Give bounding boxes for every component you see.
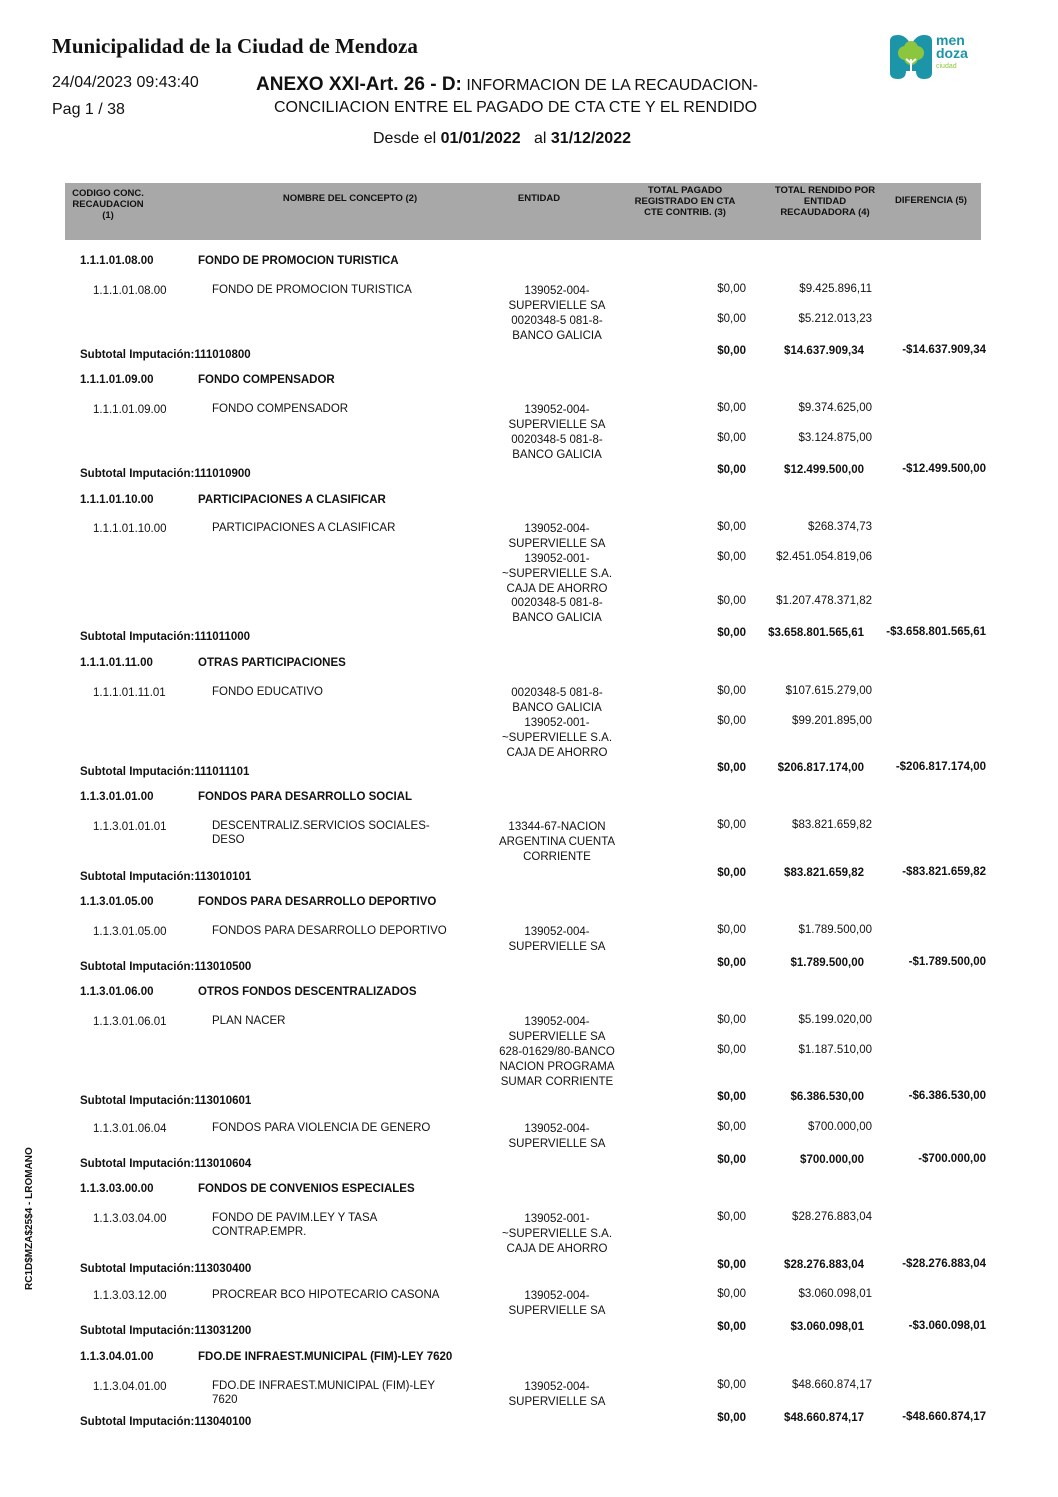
group-code: 1.1.3.04.01.00 (80, 1351, 154, 1363)
mendoza-logo (888, 33, 984, 81)
group-name: PARTICIPACIONES A CLASIFICAR (198, 494, 386, 506)
entity-name: 13344-67-NACION ARGENTINA CUENTA CORRIENTE (498, 821, 616, 863)
total-pagado: $0,00 (717, 551, 746, 563)
total-pagado: $0,00 (717, 402, 746, 414)
group-code: 1.1.3.03.00.00 (80, 1183, 154, 1195)
total-rendido: $3.060.098,01 (798, 1288, 872, 1300)
concept-code: 1.1.3.04.01.00 (93, 1381, 167, 1393)
subtotal-diferencia: -$1.789.500,00 (908, 956, 986, 968)
total-pagado: $0,00 (717, 313, 746, 325)
subtotal-diferencia: -$83.821.659,82 (902, 866, 986, 878)
range-prefix: Desde el (373, 130, 441, 147)
subtotal-label: Subtotal Imputación:113010604 (80, 1158, 252, 1170)
subtotal-rendido: $700.000,00 (800, 1154, 864, 1166)
total-pagado: $0,00 (717, 924, 746, 936)
entity-name: 139052-001- ~SUPERVIELLE S.A. CAJA DE AHORRO (501, 1213, 613, 1255)
logo-text: men doza (936, 32, 968, 61)
concept-code: 1.1.3.01.06.04 (93, 1123, 167, 1135)
subtotal-label: Subtotal Imputación:113010500 (80, 961, 252, 973)
total-rendido: $1.207.478.371,82 (776, 595, 872, 607)
total-rendido: $3.124.875,00 (798, 432, 872, 444)
subtotal-label: Subtotal Imputación:111010800 (80, 349, 251, 361)
col-nombre: NOMBRE DEL CONCEPTO (2) (282, 193, 418, 204)
subtotal-pagado: $0,00 (717, 957, 746, 969)
total-rendido: $2.451.054.819,06 (776, 551, 872, 563)
group-code: 1.1.1.01.08.00 (80, 255, 154, 267)
total-rendido: $268.374,73 (808, 521, 872, 533)
subtotal-rendido: $6.386.530,00 (790, 1091, 864, 1103)
table-header (65, 183, 981, 240)
total-rendido: $107.615.279,00 (785, 685, 872, 697)
title-bold: ANEXO XXI-Art. 26 - D: (256, 74, 462, 95)
total-rendido: $5.199.020,00 (798, 1014, 872, 1026)
total-pagado: $0,00 (717, 283, 746, 295)
subtotal-pagado: $0,00 (717, 1259, 746, 1271)
subtotal-diferencia: -$48.660.874,17 (902, 1411, 986, 1423)
subtotal-pagado: $0,00 (717, 1412, 746, 1424)
subtotal-diferencia: -$3.060.098,01 (908, 1320, 986, 1332)
concept-name: FONDOS PARA DESARROLLO DEPORTIVO (212, 925, 447, 937)
total-rendido: $99.201.895,00 (792, 715, 872, 727)
entity-name: 139052-004- SUPERVIELLE SA (508, 1381, 606, 1408)
concept-code: 1.1.1.01.11.01 (93, 687, 166, 699)
total-pagado: $0,00 (717, 595, 746, 607)
total-rendido: $1.789.500,00 (798, 924, 872, 936)
subtotal-rendido: $48.660.874,17 (784, 1412, 864, 1424)
subtotal-label: Subtotal Imputación:113030400 (80, 1263, 252, 1275)
group-name: FONDOS PARA DESARROLLO DEPORTIVO (198, 896, 437, 908)
concept-name: DESCENTRALIZ.SERVICIOS SOCIALES- DESO (212, 820, 430, 846)
group-name: OTROS FONDOS DESCENTRALIZADOS (198, 986, 417, 998)
subtotal-label: Subtotal Imputación:113010101 (80, 871, 252, 883)
report-title (256, 74, 758, 96)
concept-name: PROCREAR BCO HIPOTECARIO CASONA (212, 1289, 440, 1301)
total-pagado: $0,00 (717, 1379, 746, 1391)
concept-name: PARTICIPACIONES A CLASIFICAR (212, 522, 396, 534)
group-name: FONDO DE PROMOCION TURISTICA (198, 255, 399, 267)
total-pagado: $0,00 (717, 1121, 746, 1133)
page-number: Pag 1 / 38 (52, 101, 125, 118)
concept-code: 1.1.3.03.04.00 (93, 1213, 167, 1225)
subtotal-rendido: $3.658.801.565,61 (768, 627, 864, 639)
subtotal-label: Subtotal Imputación:111010900 (80, 468, 251, 480)
subtotal-pagado: $0,00 (717, 1321, 746, 1333)
total-pagado: $0,00 (717, 521, 746, 533)
concept-code: 1.1.3.03.12.00 (93, 1290, 167, 1302)
subtotal-diferencia: -$700.000,00 (918, 1153, 986, 1165)
entity-name: 628-01629/80-BANCO NACION PROGRAMA SUMAR CORRIENTE (499, 1046, 615, 1088)
concept-name: FONDO DE PROMOCION TURISTICA (212, 284, 412, 296)
entity-name: 139052-004- SUPERVIELLE SA (508, 1016, 606, 1043)
subtotal-diferencia: -$12.499.500,00 (902, 463, 986, 475)
entity-name: 139052-001- ~SUPERVIELLE S.A. CAJA DE AHORRO (501, 717, 613, 759)
date-range (373, 130, 631, 148)
total-pagado: $0,00 (717, 1014, 746, 1026)
group-code: 1.1.1.01.11.00 (80, 657, 153, 669)
total-pagado: $0,00 (717, 1044, 746, 1056)
group-code: 1.1.1.01.09.00 (80, 374, 154, 386)
col-total-pagado: TOTAL PAGADO REGISTRADO EN CTA CTE CONTRIB. (3) (634, 185, 736, 218)
report-timestamp: 24/04/2023 09:43:40 (52, 74, 199, 91)
total-rendido: $83.821.659,82 (792, 819, 872, 831)
concept-name: FONDOS PARA VIOLENCIA DE GENERO (212, 1122, 431, 1134)
subtotal-diferencia: -$3.658.801.565,61 (886, 626, 986, 638)
group-name: OTRAS PARTICIPACIONES (198, 657, 346, 669)
subtotal-rendido: $1.789.500,00 (790, 957, 864, 969)
subtotal-diferencia: -$14.637.909,34 (902, 344, 986, 356)
concept-name: PLAN NACER (212, 1015, 286, 1027)
entity-name: 139052-004- SUPERVIELLE SA (508, 404, 606, 431)
group-code: 1.1.3.01.06.00 (80, 986, 154, 998)
range-mid: al (520, 130, 551, 147)
subtotal-pagado: $0,00 (717, 464, 746, 476)
total-rendido: $5.212.013,23 (798, 313, 872, 325)
total-pagado: $0,00 (717, 715, 746, 727)
total-pagado: $0,00 (717, 1288, 746, 1300)
subtotal-rendido: $14.637.909,34 (784, 345, 864, 357)
group-name: FONDOS DE CONVENIOS ESPECIALES (198, 1183, 415, 1195)
subtotal-label: Subtotal Imputación:113031200 (80, 1325, 252, 1337)
subtotal-label: Subtotal Imputación:113010601 (80, 1095, 252, 1107)
entity-name: 0020348-5 081-8- BANCO GALICIA (511, 597, 603, 624)
logo-subtext: ciudad (936, 63, 957, 70)
concept-name: FONDO COMPENSADOR (212, 403, 349, 415)
total-pagado: $0,00 (717, 819, 746, 831)
total-rendido: $1.187.510,00 (798, 1044, 872, 1056)
entity-name: 139052-004- SUPERVIELLE SA (508, 523, 606, 550)
subtotal-rendido: $3.060.098,01 (790, 1321, 864, 1333)
total-rendido: $28.276.883,04 (792, 1211, 872, 1223)
range-to: 31/12/2022 (550, 130, 631, 147)
col-codigo: CODIGO CONC. RECAUDACION (1) (72, 188, 144, 221)
subtotal-pagado: $0,00 (717, 867, 746, 879)
subtotal-diferencia: -$6.386.530,00 (908, 1090, 986, 1102)
subtotal-pagado: $0,00 (717, 345, 746, 357)
concept-name: FONDO DE PAVIM.LEY Y TASA CONTRAP.EMPR. (212, 1212, 378, 1238)
concept-code: 1.1.1.01.09.00 (93, 404, 167, 416)
subtotal-pagado: $0,00 (717, 1091, 746, 1103)
entity-name: 0020348-5 081-8- BANCO GALICIA (511, 687, 603, 714)
subtotal-pagado: $0,00 (717, 762, 746, 774)
subtotal-label: Subtotal Imputación:111011000 (80, 631, 251, 643)
subtotal-rendido: $206.817.174,00 (777, 762, 864, 774)
group-code: 1.1.3.01.05.00 (80, 896, 154, 908)
range-from: 01/01/2022 (440, 130, 521, 147)
total-pagado: $0,00 (717, 1211, 746, 1223)
group-name: FDO.DE INFRAEST.MUNICIPAL (FIM)-LEY 7620 (198, 1351, 453, 1363)
total-pagado: $0,00 (717, 685, 746, 697)
organization-name: Municipalidad de la Ciudad de Mendoza (52, 34, 418, 58)
entity-name: 139052-004- SUPERVIELLE SA (508, 926, 606, 953)
subtotal-rendido: $28.276.883,04 (784, 1259, 864, 1271)
total-rendido: $48.660.874,17 (792, 1379, 872, 1391)
subtotal-diferencia: -$206.817.174,00 (895, 761, 986, 773)
logo-m-tree-icon (888, 33, 934, 79)
concept-code: 1.1.3.01.05.00 (93, 926, 167, 938)
total-rendido: $9.374.625,00 (798, 402, 872, 414)
entity-name: 139052-004- SUPERVIELLE SA (508, 1123, 606, 1150)
concept-name: FONDO EDUCATIVO (212, 686, 323, 698)
group-name: FONDO COMPENSADOR (198, 374, 335, 386)
total-rendido: $9.425.896,11 (799, 283, 872, 295)
concept-code: 1.1.3.01.06.01 (93, 1016, 167, 1028)
report-subtitle: CONCILIACION ENTRE EL PAGADO DE CTA CTE Y EL RENDIDO (274, 99, 758, 116)
concept-code: 1.1.3.01.01.01 (93, 821, 167, 833)
group-name: FONDOS PARA DESARROLLO SOCIAL (198, 791, 413, 803)
entity-name: 139052-004- SUPERVIELLE SA (508, 285, 606, 312)
total-pagado: $0,00 (717, 432, 746, 444)
entity-name: 139052-004- SUPERVIELLE SA (508, 1290, 606, 1317)
subtotal-pagado: $0,00 (717, 627, 746, 639)
concept-code: 1.1.1.01.08.00 (93, 285, 167, 297)
subtotal-rendido: $12.499.500,00 (784, 464, 864, 476)
subtotal-rendido: $83.821.659,82 (784, 867, 864, 879)
group-code: 1.1.1.01.10.00 (80, 494, 154, 506)
concept-name: FDO.DE INFRAEST.MUNICIPAL (FIM)-LEY 7620 (212, 1380, 435, 1406)
subtotal-diferencia: -$28.276.883,04 (902, 1258, 986, 1270)
col-entidad: ENTIDAD (517, 193, 561, 204)
col-diferencia: DIFERENCIA (5) (895, 195, 967, 206)
entity-name: 0020348-5 081-8- BANCO GALICIA (511, 315, 603, 342)
group-code: 1.1.3.01.01.00 (80, 791, 154, 803)
subtotal-label: Subtotal Imputación:111011101 (80, 766, 250, 778)
col-total-rendido: TOTAL RENDIDO POR ENTIDAD RECAUDADORA (4) (774, 185, 876, 218)
total-rendido: $700.000,00 (808, 1121, 872, 1133)
entity-name: 0020348-5 081-8- BANCO GALICIA (511, 434, 603, 461)
subtotal-label: Subtotal Imputación:113040100 (80, 1416, 252, 1428)
side-label: RC1D$MZA$25$4 - LROMANO (24, 1147, 35, 1290)
title-rest: INFORMACION DE LA RECAUDACION- (461, 77, 758, 94)
subtotal-pagado: $0,00 (717, 1154, 746, 1166)
entity-name: 139052-001- ~SUPERVIELLE S.A. CAJA DE AHORRO (501, 553, 613, 595)
concept-code: 1.1.1.01.10.00 (93, 523, 167, 535)
